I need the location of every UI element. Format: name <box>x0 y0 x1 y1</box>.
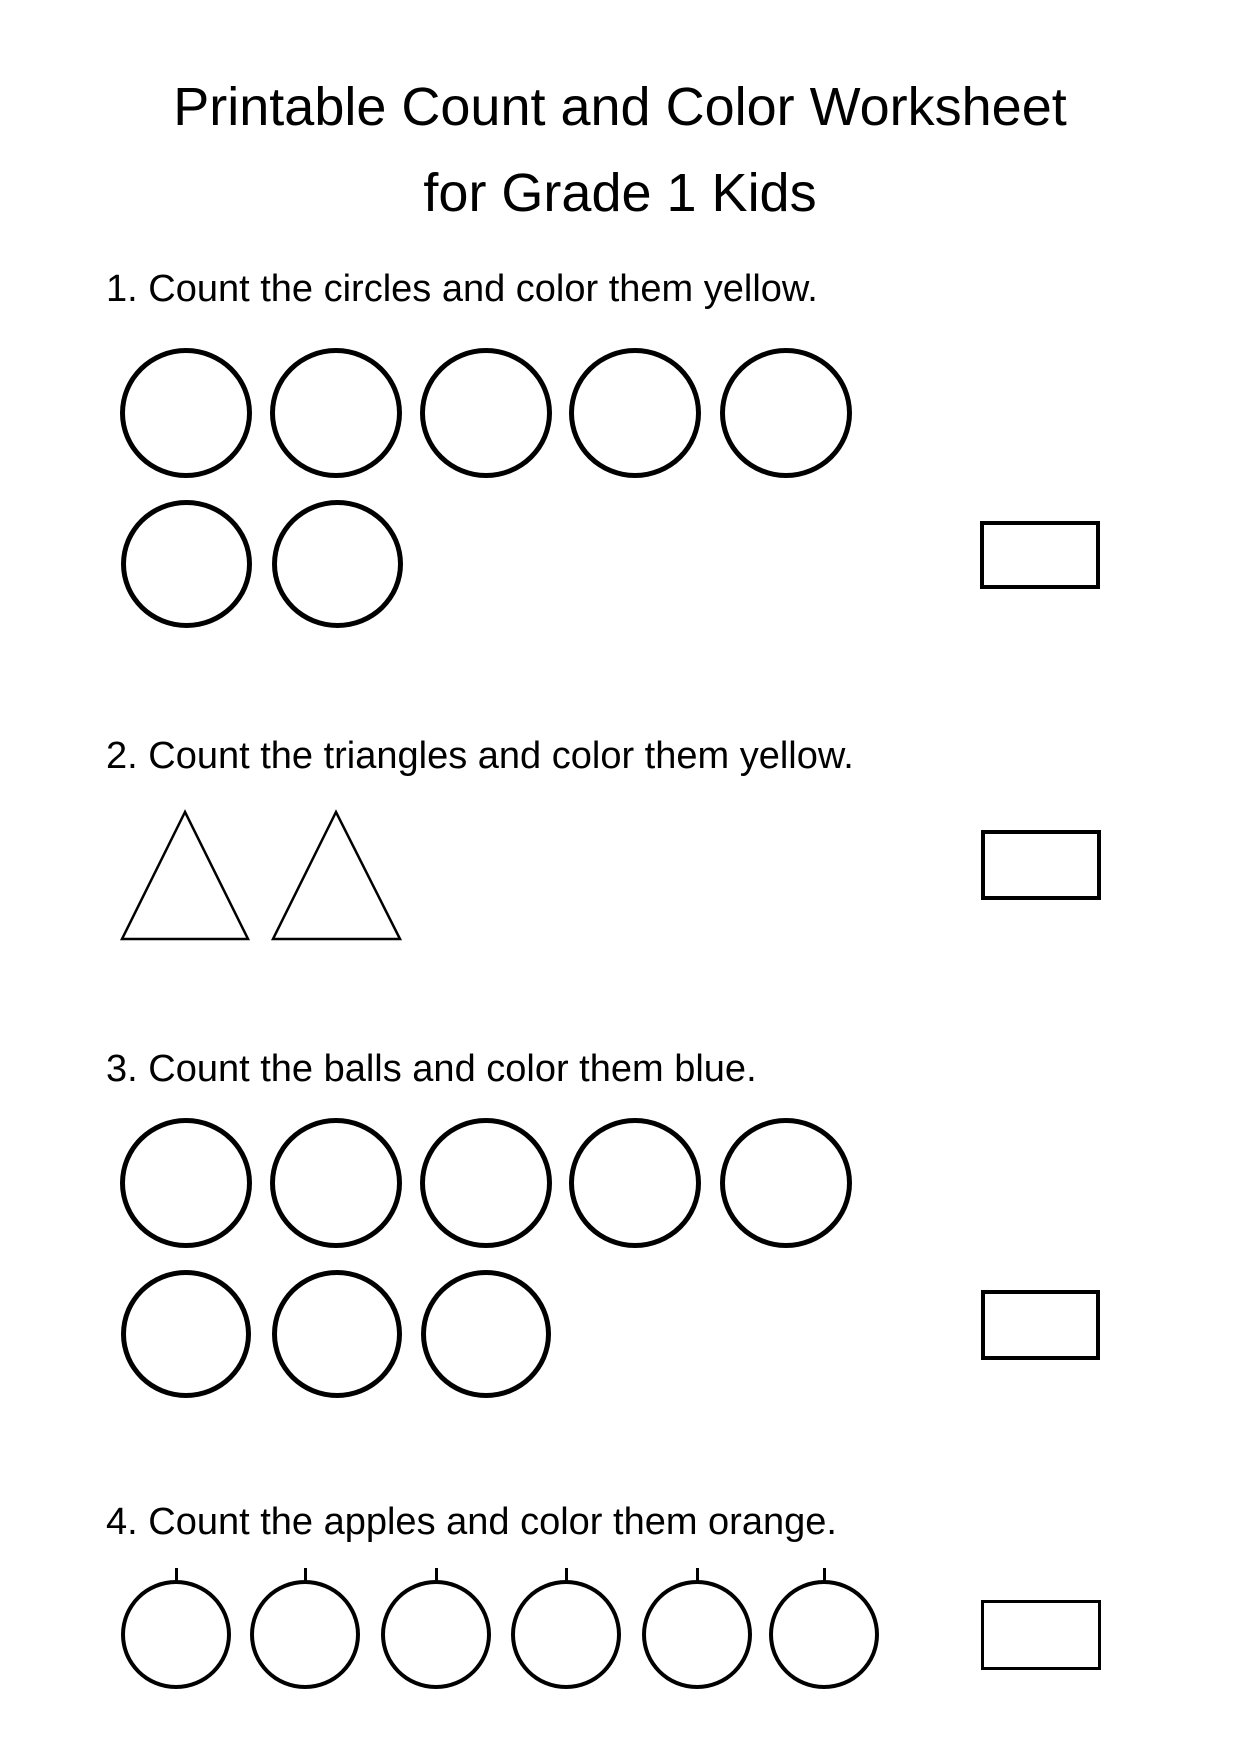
question-4-text: 4. Count the apples and color them orange. <box>106 1501 837 1543</box>
question-1-circle-1[interactable] <box>120 348 252 478</box>
question-4-apple-2-stem <box>304 1568 307 1583</box>
question-2-triangle-1[interactable] <box>118 808 252 943</box>
question-2-text: 2. Count the triangles and color them yellow. <box>106 735 854 777</box>
triangle-outline[interactable] <box>273 812 400 939</box>
question-1-circle-5[interactable] <box>720 348 852 478</box>
question-1-circle-6[interactable] <box>121 500 252 628</box>
question-3-circle-1[interactable] <box>120 1118 252 1248</box>
worksheet-title-line1: Printable Count and Color Worksheet <box>173 77 1067 137</box>
question-4-apple-3[interactable] <box>381 1580 491 1689</box>
question-3-circle-2[interactable] <box>270 1118 402 1248</box>
question-3-circle-6[interactable] <box>121 1270 251 1398</box>
question-4-apple-2[interactable] <box>250 1580 360 1689</box>
question-4-apple-6-stem <box>823 1568 826 1583</box>
question-3-answer-box[interactable] <box>981 1290 1100 1360</box>
question-4-apple-4[interactable] <box>511 1580 621 1689</box>
question-4-answer-box[interactable] <box>981 1600 1101 1670</box>
question-3-circle-8[interactable] <box>421 1270 551 1398</box>
question-3-circle-3[interactable] <box>420 1118 552 1248</box>
worksheet-title <box>0 64 1240 236</box>
question-3-circle-7[interactable] <box>272 1270 402 1398</box>
question-2-triangle-2[interactable] <box>269 808 404 943</box>
question-3-circle-5[interactable] <box>720 1118 852 1248</box>
question-1-circle-3[interactable] <box>420 348 552 478</box>
question-4-apple-3-stem <box>435 1568 438 1583</box>
question-3-text: 3. Count the balls and color them blue. <box>106 1048 757 1090</box>
question-3-circle-4[interactable] <box>569 1118 701 1248</box>
question-1-answer-box[interactable] <box>980 521 1100 589</box>
question-1-circle-2[interactable] <box>270 348 402 478</box>
worksheet-title-line2: for Grade 1 Kids <box>423 163 817 223</box>
question-4-apple-6[interactable] <box>769 1580 879 1689</box>
question-4-apple-5-stem <box>696 1568 699 1583</box>
question-4-apple-5[interactable] <box>642 1580 752 1689</box>
question-2-answer-box[interactable] <box>981 830 1101 900</box>
question-1-text: 1. Count the circles and color them yellow. <box>106 268 818 310</box>
triangle-outline[interactable] <box>122 812 248 939</box>
question-1-circle-7[interactable] <box>272 500 403 628</box>
question-4-apple-4-stem <box>565 1568 568 1583</box>
question-1-circle-4[interactable] <box>569 348 701 478</box>
question-4-apple-1-stem <box>175 1568 178 1583</box>
question-4-apple-1[interactable] <box>121 1580 231 1689</box>
